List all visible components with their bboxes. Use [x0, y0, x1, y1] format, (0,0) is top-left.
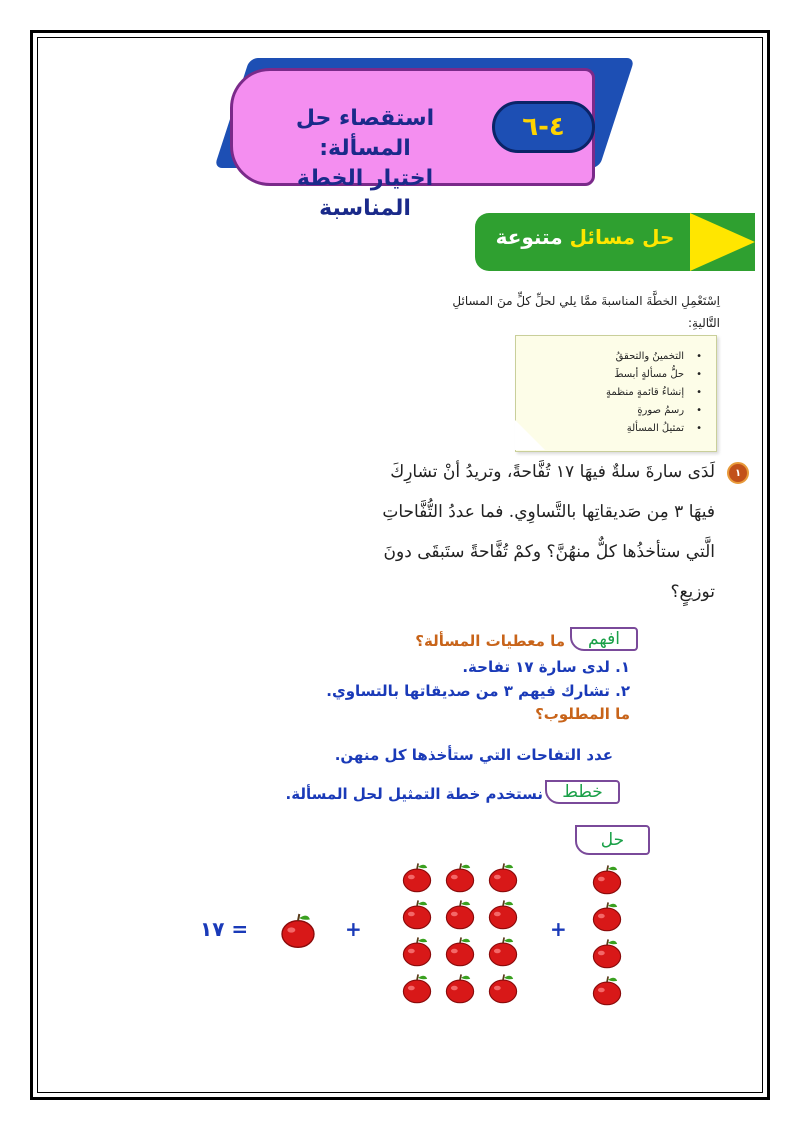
apple-icon [590, 973, 624, 1007]
required-answer: عدد التفاحات التي ستأخذها كل منهن. [334, 746, 613, 764]
strategy-item: • حلُّ مسألةٍ أبسطَ [516, 366, 702, 384]
section-title-highlight: حل مسائل [569, 225, 675, 249]
apple-icon [486, 971, 520, 1005]
apple-icon [400, 934, 434, 968]
problem-text: لَدَى سارةَ سلةٌ فيهَا ١٧ تُفَّاحةً، وتريدُ أنْ تشارِكَ فيهَا ٣ مِن صَديقاتِها بالتَّساوِي. فما عددُ التُّفَّاحاتِ الَّتي ستأخذُها كلٌّ منهُنَّ؟ وكمْ تُفَّاحةً ستَبقَى دونَ توزيعٍ؟ [382, 462, 715, 602]
apple-icon [590, 936, 624, 970]
solve-label-box [575, 825, 650, 855]
apple-icon [443, 897, 477, 931]
strategy-item: • رسمُ صورةٍ [516, 402, 702, 420]
apple-icon [486, 934, 520, 968]
apple-icon [443, 971, 477, 1005]
plan-label-box [545, 780, 620, 804]
apple-icon [590, 862, 624, 896]
apple-icon [400, 897, 434, 931]
strategies-list [516, 336, 716, 438]
problem-number-badge: ١ [727, 462, 749, 484]
plan-label: خطط [562, 782, 603, 802]
apple-icon [400, 860, 434, 894]
understand-question: ما معطيات المسألة؟ [415, 632, 565, 650]
instruction-text: اِسْتَعْمِلِ الخطَّةَ المناسبةَ ممَّا يلي لحلِّ كلٍّ منَ المسائلِ التَّاليةِ: [452, 294, 720, 330]
equation-result: ١٧ = [200, 917, 249, 941]
apple-icon [400, 971, 434, 1005]
apple-icon [590, 899, 624, 933]
lesson-number-badge: ٤-٦ [492, 101, 595, 153]
note-fold-corner [515, 420, 545, 450]
apple-icon [486, 897, 520, 931]
strategy-item: • إنشاءُ قائمةٍ منظمةٍ [516, 384, 702, 402]
strategy-item: • تمثيلُ المسألةِ [516, 420, 702, 438]
given-item-2: ٢. تشارك فيهم ٣ من صديقاتها بالتساوي. [326, 682, 630, 700]
plus-sign-1: + [345, 917, 362, 941]
apple-icon [443, 860, 477, 894]
apple-icon [486, 860, 520, 894]
lesson-title-line2: اختيار الخطة المناسبة [296, 166, 434, 221]
section-arrow-icon [690, 213, 755, 271]
apple-icon [443, 934, 477, 968]
lesson-title [250, 104, 480, 224]
solve-label: حل [600, 830, 625, 850]
plan-text: نستخدم خطة التمثيل لحل المسألة. [285, 785, 543, 803]
understand-label: افهم [588, 629, 620, 649]
understand-label-box [570, 627, 638, 651]
required-question: ما المطلوب؟ [535, 705, 630, 723]
plus-sign-2: + [550, 917, 567, 941]
section-title-rest: متنوعة [495, 225, 563, 249]
strategies-card [515, 335, 717, 452]
section-title [485, 225, 685, 249]
apple-icon [278, 910, 318, 950]
given-item-1: ١. لدى سارة ١٧ تفاحة. [462, 658, 630, 676]
strategy-item: • التخمينُ والتحققُ [516, 348, 702, 366]
lesson-title-line1: استقصاء حل المسألة: [295, 106, 435, 161]
